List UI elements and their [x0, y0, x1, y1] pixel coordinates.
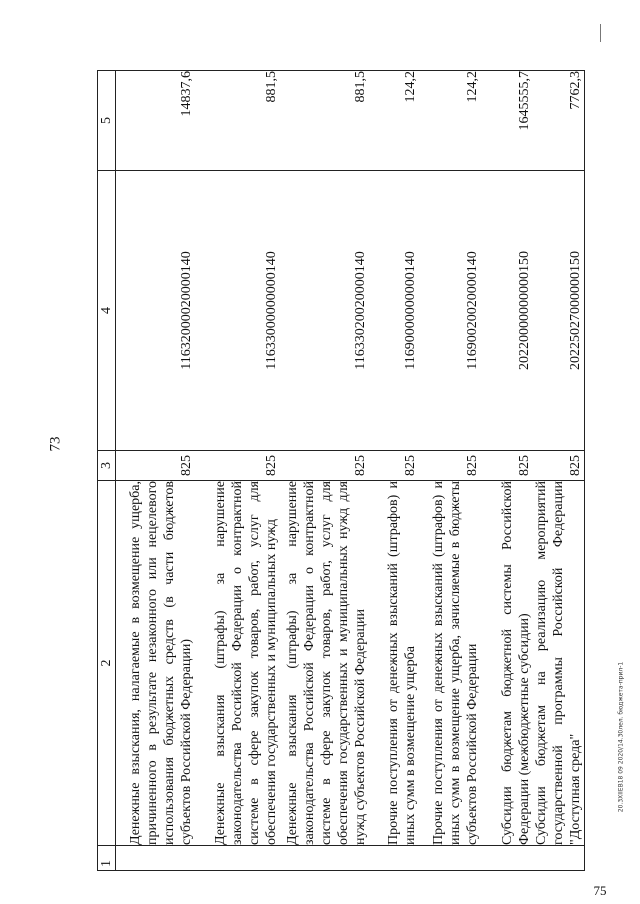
row-category: 825 [533, 451, 585, 481]
row-description [280, 481, 369, 846]
row-amount: 7762,3 [533, 71, 585, 171]
row-description [533, 481, 585, 846]
row-code: 11633000000000140 [195, 171, 280, 451]
row-number-cell [369, 846, 419, 871]
row-number-cell [481, 846, 533, 871]
row-code: 11633020020000140 [280, 171, 369, 451]
row-description-text: Денежные взыскания (штрафы) за нарушение законодательства Российской Федерации о контрактной системе в сфере закупок товаров, работ, услуг для обеспечения государственных и муниципальных нужд для нужд субъектов Российской Федерации [284, 481, 368, 845]
row-category: 825 [195, 451, 280, 481]
table-row [116, 71, 195, 871]
row-amount: 124,2 [419, 71, 481, 171]
budget-table-rotated [97, 71, 583, 871]
table-row [419, 71, 481, 871]
row-description-text: Субсидии бюджетам на реализацию мероприятий государственной программы Российской Федерации "Доступная среда" [533, 481, 583, 845]
row-category: 825 [280, 451, 369, 481]
row-category: 825 [419, 451, 481, 481]
row-code: 11690020020000140 [419, 171, 481, 451]
header-col-5: 5 [98, 71, 116, 171]
row-amount: 881,5 [195, 71, 280, 171]
row-description [481, 481, 533, 846]
row-number-cell [280, 846, 369, 871]
row-code: 11690000000000140 [369, 171, 419, 451]
row-description [195, 481, 280, 846]
row-description [369, 481, 419, 846]
table-row [481, 71, 533, 871]
row-description [419, 481, 481, 846]
row-description-text: Субсидии бюджетам бюджетной системы Российской Федерации (межбюджетные субсидии) [499, 481, 532, 845]
row-category: 825 [481, 451, 533, 481]
row-category: 825 [116, 451, 195, 481]
header-col-4: 4 [98, 171, 116, 451]
row-code: 11632000020000140 [116, 171, 195, 451]
budget-table [97, 70, 585, 871]
table-header-row [98, 71, 116, 871]
row-description-text: Прочие поступления от денежных взысканий (штрафов) и иных сумм в возмещение ущерба [385, 481, 418, 845]
header-col-1: 1 [98, 846, 116, 871]
table-row [533, 71, 585, 871]
row-description-text: Прочие поступления от денежных взысканий (штрафов) и иных сумм в возмещение ущерба, зачисляемые в бюджеты субъектов Российской Федерации [430, 481, 480, 845]
row-amount: 14837,6 [116, 71, 195, 171]
header-col-3: 3 [98, 451, 116, 481]
table-row [280, 71, 369, 871]
page-number-top: 73 [47, 436, 64, 452]
row-code: 20220000000000150 [481, 171, 533, 451]
document-stamp: 20.3XIIEB18 09 2020/14.30лел. бюджета-прил-1 [617, 661, 625, 813]
row-category: 825 [369, 451, 419, 481]
row-description-text: Денежные взыскания (штрафы) за нарушение законодательства Российской Федерации о контрактной системе в сфере закупок товаров, работ, услуг для обеспечения государственных и муниципальных нужд [212, 481, 279, 845]
row-number-cell [195, 846, 280, 871]
row-description [116, 481, 195, 846]
row-number-cell [116, 846, 195, 871]
row-number-cell [533, 846, 585, 871]
row-description-text: Денежные взыскания, налагаемые в возмещение ущерба, причиненного в результате незаконного или нецелевого использования бюджетных средств (в части бюджетов субъектов Российской Федерации) [127, 481, 194, 845]
row-amount: 124,2 [369, 71, 419, 171]
row-code: 20225027000000150 [533, 171, 585, 451]
page-number-bottom: 75 [593, 883, 607, 898]
table-row [195, 71, 280, 871]
scan-edge-mark [600, 24, 601, 42]
table-row [369, 71, 419, 871]
row-amount: 1645555,7 [481, 71, 533, 171]
row-number-cell [419, 846, 481, 871]
row-amount: 881,5 [280, 71, 369, 171]
header-col-2: 2 [98, 481, 116, 846]
